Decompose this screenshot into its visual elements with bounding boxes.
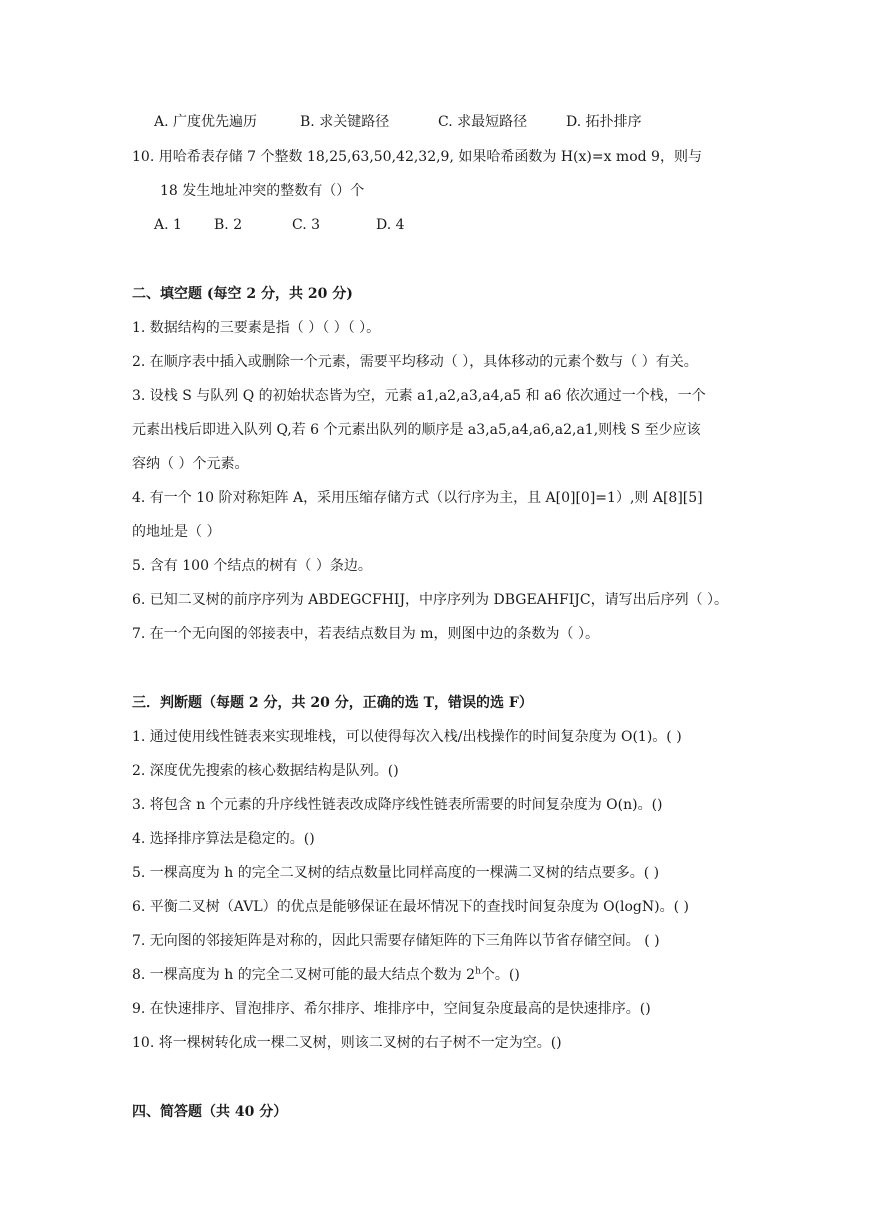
s3-line: 7. 无向图的邻接矩阵是对称的，因此只需要存储矩阵的下三角阵以节省存储空间。 ( ): [132, 933, 660, 949]
section3-title: 三．判断题（每题 2 分，共 20 分，正确的选 T，错误的选 F）: [132, 695, 533, 711]
s3-line: 9. 在快速排序、冒泡排序、希尔排序、堆排序中，空间复杂度最高的是快速排序。(): [132, 1001, 651, 1017]
q10-line-2: 18 发生地址冲突的整数有（）个: [160, 183, 365, 199]
s2-line: 4. 有一个 10 阶对称矩阵 A，采用压缩存储方式（以行序为主，且 A[0][0]=1）,则 A[8][5]: [132, 490, 703, 506]
q9-option-d: D. 拓扑排序: [566, 114, 642, 130]
q9-option-a: A. 广度优先遍历: [154, 114, 258, 130]
section2-title: 二、填空题 (每空 2 分，共 20 分): [132, 286, 353, 302]
q10-option-b: B. 2: [214, 217, 243, 233]
s2-line: 的地址是（ ）: [132, 524, 221, 540]
s2-line: 3. 设栈 S 与队列 Q 的初始状态皆为空，元素 a1,a2,a3,a4,a5 和 a6 依次通过一个栈，一个: [132, 388, 706, 404]
q10-option-a: A. 1: [154, 217, 182, 233]
q10-options: [154, 215, 869, 235]
q10-line-1: 10. 用哈希表存储 7 个整数 18,25,63,50,42,32,9, 如果哈希函数为 H(x)=x mod 9，则与: [132, 149, 702, 165]
section4-title: 四、简答题（共 40 分）: [132, 1104, 288, 1120]
s3-line: 1. 通过使用线性链表来实现堆栈，可以使得每次入栈/出栈操作的时间复杂度为 O(1)。( ): [132, 729, 682, 745]
s3-line: 2. 深度优先搜索的核心数据结构是队列。(): [132, 763, 399, 779]
s2-line: 元素出栈后即进入队列 Q,若 6 个元素出队列的顺序是 a3,a5,a4,a6,a2,a1,则栈 S 至少应该: [132, 422, 701, 438]
s2-line: 1. 数据结构的三要素是指（ ）（ ）（ ）。: [132, 320, 381, 336]
q8-text-end: 个。(): [480, 967, 520, 983]
s3-line: 3. 将包含 n 个元素的升序线性链表改成降序线性链表所需要的时间复杂度为 O(n)。(): [132, 797, 663, 813]
s2-line: 容纳（ ）个元素。: [132, 456, 249, 472]
s2-line: 6. 已知二叉树的前序序列为 ABDEGCFHIJ，中序序列为 DBGEAHFIJC，请写出后序列（ ）。: [132, 592, 729, 608]
s3-line-q8: [132, 965, 869, 985]
s3-line: 4. 选择排序算法是稳定的。(): [132, 831, 315, 847]
q9-option-c: C. 求最短路径: [438, 114, 528, 130]
q9-option-b: B. 求关键路径: [300, 114, 390, 130]
q8-exponent: h: [475, 966, 481, 977]
q8-text: 8. 一棵高度为 h 的完全二叉树可能的最大结点个数为 2: [132, 967, 476, 983]
s2-line: 7. 在一个无向图的邻接表中，若表结点数目为 m，则图中边的条数为（ ）。: [132, 626, 599, 642]
q10-option-c: C. 3: [292, 217, 321, 233]
s3-line: 6. 平衡二叉树（AVL）的优点是能够保证在最坏情况下的查找时间复杂度为 O(logN)。( ): [132, 899, 689, 915]
q10-option-d: D. 4: [376, 217, 405, 233]
s3-line: 10. 将一棵树转化成一棵二叉树，则该二叉树的右子树不一定为空。(): [132, 1035, 562, 1051]
s2-line: 5. 含有 100 个结点的树有（ ）条边。: [132, 558, 372, 574]
q9-options: [154, 112, 869, 132]
s3-line: 5. 一棵高度为 h 的完全二叉树的结点数量比同样高度的一棵满二叉树的结点要多。( ): [132, 865, 660, 881]
s2-line: 2. 在顺序表中插入或删除一个元素，需要平均移动（ ），具体移动的元素个数与（ ）有关。: [132, 354, 698, 370]
